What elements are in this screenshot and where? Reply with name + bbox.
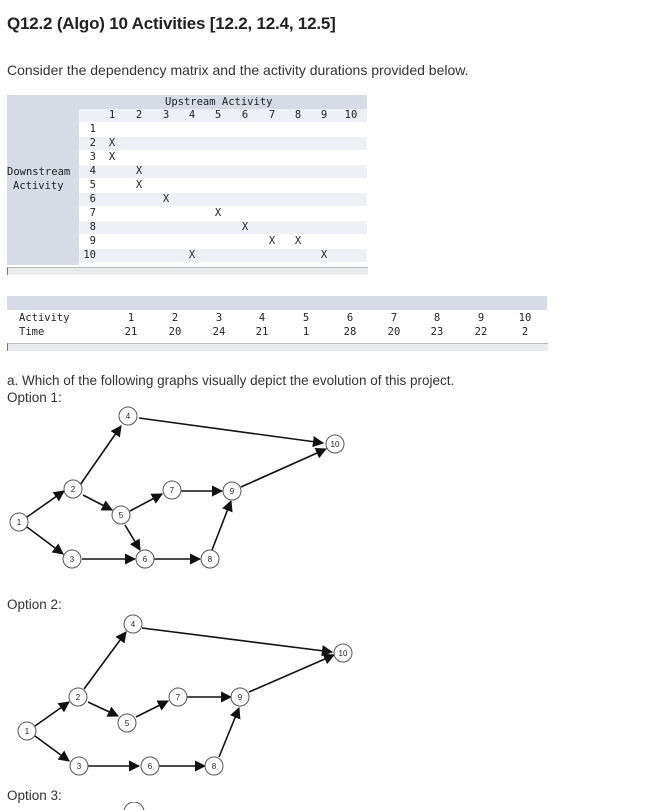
time-row-label: Time <box>19 326 45 338</box>
upstream-activity-label: Upstream Activity <box>165 96 273 108</box>
activity-number: 4 <box>258 312 266 324</box>
option-3-label: Option 3: <box>7 788 62 803</box>
option-1-graph <box>0 400 360 575</box>
time-table-footer-bar <box>7 343 548 351</box>
graph-node-label: 8 <box>211 762 217 771</box>
graph-node-label: 3 <box>69 555 75 564</box>
downstream-label: Downstream <box>7 166 71 178</box>
matrix-row-header: 2 <box>89 137 96 149</box>
activity-number: 7 <box>390 312 398 324</box>
matrix-stripe <box>79 137 367 150</box>
graph-node-label: 1 <box>24 727 30 736</box>
matrix-col-header: 2 <box>135 109 143 121</box>
activity-duration: 22 <box>474 326 488 338</box>
activity-number: 2 <box>171 312 179 324</box>
matrix-row-header: 8 <box>89 221 96 233</box>
graph-node-label: 2 <box>70 485 76 494</box>
graph-node-label: 7 <box>175 693 181 702</box>
matrix-col-header: 7 <box>268 109 276 121</box>
edge-8-9 <box>212 501 231 550</box>
activity-duration: 2 <box>521 326 529 338</box>
edge-1-3 <box>35 736 69 761</box>
matrix-row-header: 9 <box>89 235 96 247</box>
graph-node-label: 9 <box>229 487 235 496</box>
graph-node-label: 10 <box>330 440 340 449</box>
activity-duration: 20 <box>168 326 182 338</box>
activity-duration: 28 <box>343 326 357 338</box>
activity-duration: 21 <box>124 326 138 338</box>
graph-node-label: 5 <box>124 719 130 728</box>
dependency-mark: X <box>320 249 328 261</box>
edge-2-5 <box>88 702 118 716</box>
matrix-row-header: 7 <box>89 207 96 219</box>
matrix-row-header: 4 <box>89 165 96 177</box>
option-2-nodes <box>18 615 352 775</box>
activity-number: 9 <box>477 312 485 324</box>
downstream-activity-label: Activity <box>13 180 64 192</box>
graph-node-label: 7 <box>169 486 175 495</box>
edge-1-2 <box>35 702 69 726</box>
graph-node-label: 2 <box>75 693 81 702</box>
activity-number: 8 <box>433 312 441 324</box>
edge-2-5 <box>83 495 112 510</box>
graph-node-label: 6 <box>142 555 148 564</box>
dependency-mark: X <box>268 235 276 247</box>
option-3-graph-partial <box>120 802 160 810</box>
dependency-mark: X <box>135 179 143 191</box>
matrix-stripe <box>79 221 367 234</box>
activity-number: 3 <box>215 312 223 324</box>
matrix-row-header: 6 <box>89 193 96 205</box>
dependency-mark: X <box>108 137 116 149</box>
graph-node-label: 8 <box>207 555 213 564</box>
activity-time-table <box>7 296 547 354</box>
edge-9-10 <box>249 655 334 692</box>
activity-number: 6 <box>346 312 354 324</box>
graph-node-label: 4 <box>130 620 136 629</box>
matrix-col-header: 8 <box>294 109 302 121</box>
edge-2-4 <box>84 632 126 689</box>
activity-number: 5 <box>302 312 310 324</box>
matrix-row-header: 1 <box>89 123 96 135</box>
matrix-col-header: 10 <box>344 109 358 121</box>
matrix-col-header: 3 <box>162 109 170 121</box>
activity-duration: 24 <box>212 326 226 338</box>
activity-duration: 1 <box>302 326 310 338</box>
time-table-header-band <box>7 296 547 310</box>
matrix-col-header: 5 <box>214 109 222 121</box>
dependency-mark: X <box>162 193 170 205</box>
dependency-mark: X <box>294 235 302 247</box>
edge-1-2 <box>27 491 64 517</box>
graph-node-label: 10 <box>338 649 348 658</box>
activity-duration: 23 <box>430 326 444 338</box>
option-2-label: Option 2: <box>7 597 62 612</box>
graph-node-label: 4 <box>125 412 131 421</box>
dependency-mark: X <box>108 151 116 163</box>
activity-duration: 21 <box>255 326 269 338</box>
option-1-nodes <box>10 407 344 568</box>
graph-node-label: 1 <box>16 518 22 527</box>
activity-duration: 20 <box>387 326 401 338</box>
dependency-mark: X <box>241 221 249 233</box>
option-1-label: Option 1: <box>7 390 62 405</box>
edge-2-4 <box>80 426 121 485</box>
dependency-mark: X <box>214 207 222 219</box>
dependency-mark: X <box>135 165 143 177</box>
edge-4-10 <box>142 628 332 652</box>
option-2-graph <box>0 608 380 783</box>
graph-node-label: 9 <box>237 693 243 702</box>
edge-1-3 <box>27 527 63 554</box>
edge-4-10 <box>139 418 323 443</box>
matrix-stripe <box>79 193 367 206</box>
matrix-col-header: 6 <box>241 109 249 121</box>
graph-node-label: 5 <box>118 511 124 520</box>
edge-5-6 <box>125 525 140 550</box>
matrix-col-header: 9 <box>320 109 328 121</box>
matrix-stripe <box>79 165 367 178</box>
matrix-col-header: 1 <box>108 109 116 121</box>
matrix-row-header: 3 <box>89 151 96 163</box>
question-text: a. Which of the following graphs visually depict the evolution of this project. <box>7 373 455 388</box>
graph-node-label: 6 <box>147 762 153 771</box>
option-3-node-partial <box>124 802 144 810</box>
edge-8-9 <box>219 708 239 757</box>
question-title: Q12.2 (Algo) 10 Activities [12.2, 12.4, 12.5] <box>7 14 336 33</box>
activity-row-label: Activity <box>19 312 70 324</box>
dependency-matrix <box>7 95 367 275</box>
edge-5-7 <box>130 494 162 511</box>
matrix-footer-bar <box>7 267 368 275</box>
matrix-row-header: 10 <box>83 249 96 261</box>
dependency-mark: X <box>188 249 196 261</box>
matrix-row-header: 5 <box>89 179 96 191</box>
activity-number: 1 <box>127 312 135 324</box>
activity-number: 10 <box>518 312 532 324</box>
intro-text: Consider the dependency matrix and the activity durations provided below. <box>7 62 469 78</box>
graph-node-label: 3 <box>76 762 82 771</box>
edge-5-7 <box>136 701 168 717</box>
edge-9-10 <box>241 449 326 487</box>
matrix-col-header: 4 <box>188 109 196 121</box>
